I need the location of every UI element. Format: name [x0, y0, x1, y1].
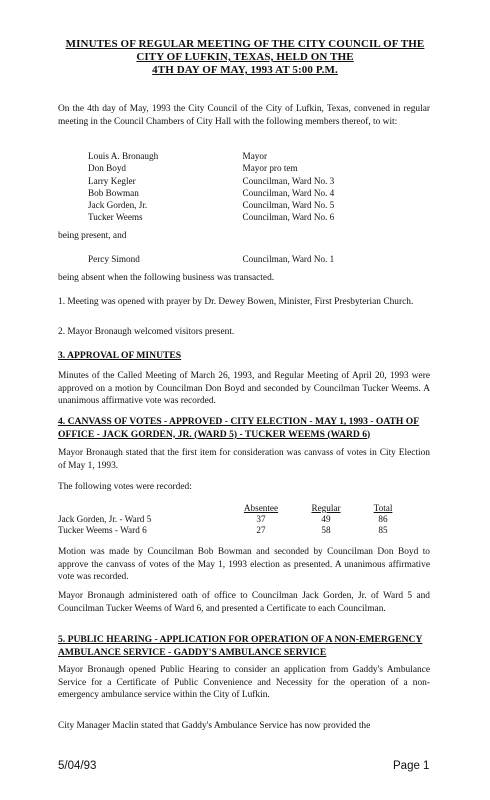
table-row — [58, 525, 408, 536]
member-row — [88, 175, 388, 187]
title-line-3: 4TH DAY OF MAY, 1993 AT 5:00 P.M. — [152, 64, 338, 76]
member-title: Councilman, Ward No. 6 — [242, 212, 335, 223]
member-row — [88, 187, 388, 199]
member-name: Don Boyd — [88, 163, 127, 174]
document-title — [40, 38, 450, 77]
footer-date: 5/04/93 — [58, 760, 97, 772]
being-present-text: being present, and — [58, 231, 127, 241]
item-5-text-2: City Manager Maclin stated that Gaddy's Ambulance Service has now provided the — [58, 721, 371, 731]
votes-header: Absentee — [243, 503, 279, 513]
member-name: Bob Bowman — [88, 187, 139, 198]
member-name: Tucker Weems — [88, 212, 143, 223]
votes-cell: Jack Gorden, Jr. - Ward 5 — [58, 514, 152, 524]
member-title: Councilman, Ward No. 1 — [242, 254, 335, 264]
item-4-text-2: The following votes were recorded: — [58, 482, 192, 492]
item-4-text-4: Mayor Bronaugh administered oath of office to Councilman Jack Gorden, Jr. of Ward 5 and Councilman Tucker Weems of Ward 6, and presented a Certificate to each Councilman. — [58, 591, 430, 614]
member-name: Louis A. Bronaugh — [88, 151, 159, 161]
title-line-2: CITY OF LUFKIN, TEXAS, HELD ON THE — [136, 51, 354, 63]
member-title: Mayor — [242, 151, 268, 161]
votes-cell: 58 — [321, 525, 331, 535]
members-present-list — [88, 150, 388, 224]
member-row — [88, 162, 388, 174]
members-absent-list — [88, 253, 388, 265]
member-row — [88, 199, 388, 211]
votes-header: Total — [373, 503, 393, 513]
item-4-heading: 4. CANVASS OF VOTES - APPROVED - CITY ELECTION - MAY 1, 1993 - OATH OF OFFICE - JACK GORDEN, JR. (WARD 5) - TUCKER WEEMS (WARD 6) — [58, 416, 420, 440]
votes-cell: Tucker Weems - Ward 6 — [58, 525, 147, 535]
votes-header — [58, 503, 228, 514]
item-5-text-1: Mayor Bronaugh opened Public Hearing to consider an application from Gaddy's Ambulance Service for a Certificate of Public Convenience and Necessity for the operation of a non-emergency ambulance service within the City of Lufkin. — [58, 665, 430, 700]
item-3-text: Minutes of the Called Meeting of March 26, 1993, and Regular Meeting of April 20, 1993 were approved on a motion by Councilman Don Boyd and seconded by Councilman Tucker Weems. A unanimous affirmative vote was recorded. — [58, 371, 430, 406]
member-name: Jack Gorden, Jr. — [88, 200, 148, 211]
item-4-text-3: Motion was made by Councilman Bob Bowman and seconded by Councilman Don Boyd to approve the canvass of votes of the May 1, 1993 election as presented. A unanimous affirmative vote was recorded. — [58, 547, 430, 582]
member-name: Percy Simond — [88, 254, 140, 264]
member-title: Councilman, Ward No. 3 — [242, 175, 335, 186]
votes-header: Regular — [311, 503, 341, 513]
member-name: Larry Kegler — [88, 175, 136, 186]
item-2-welcome: 2. Mayor Bronaugh welcomed visitors present. — [58, 327, 235, 337]
votes-cell: 37 — [256, 514, 266, 524]
votes-cell: 86 — [378, 514, 388, 524]
item-1-prayer: 1. Meeting was opened with prayer by Dr. Dewey Bowen, Minister, First Presbyterian Church. — [58, 297, 414, 307]
title-line-1: MINUTES OF REGULAR MEETING OF THE CITY COUNCIL OF THE — [65, 38, 425, 50]
footer-page-number: Page 1 — [393, 760, 430, 772]
item-3-heading: 3. APPROVAL OF MINUTES — [58, 350, 182, 361]
item-4-text-1: Mayor Bronaugh stated that the first item for consideration was canvass of votes in City Election of May 1, 1993. — [58, 448, 430, 471]
table-row — [58, 514, 408, 525]
member-title: Mayor pro tem — [242, 163, 298, 174]
votes-table — [58, 503, 408, 536]
member-row — [88, 253, 388, 265]
votes-header-row — [58, 503, 408, 514]
member-row — [88, 150, 388, 162]
member-title: Councilman, Ward No. 4 — [242, 187, 335, 198]
votes-cell: 49 — [321, 514, 331, 524]
votes-cell: 27 — [256, 525, 266, 535]
intro-paragraph: On the 4th day of May, 1993 the City Council of the City of Lufkin, Texas, convened in regular meeting in the Council Chambers of City Hall with the following members thereof, to wit: — [58, 104, 430, 127]
member-title: Councilman, Ward No. 5 — [242, 200, 335, 211]
member-row — [88, 211, 388, 223]
votes-cell: 85 — [378, 525, 388, 535]
absent-text: being absent when the following business was transacted. — [58, 273, 275, 283]
item-5-heading: 5. PUBLIC HEARING - APPLICATION FOR OPERATION OF A NON-EMERGENCY AMBULANCE SERVICE - GADDY'S AMBULANCE SERVICE — [58, 634, 423, 658]
